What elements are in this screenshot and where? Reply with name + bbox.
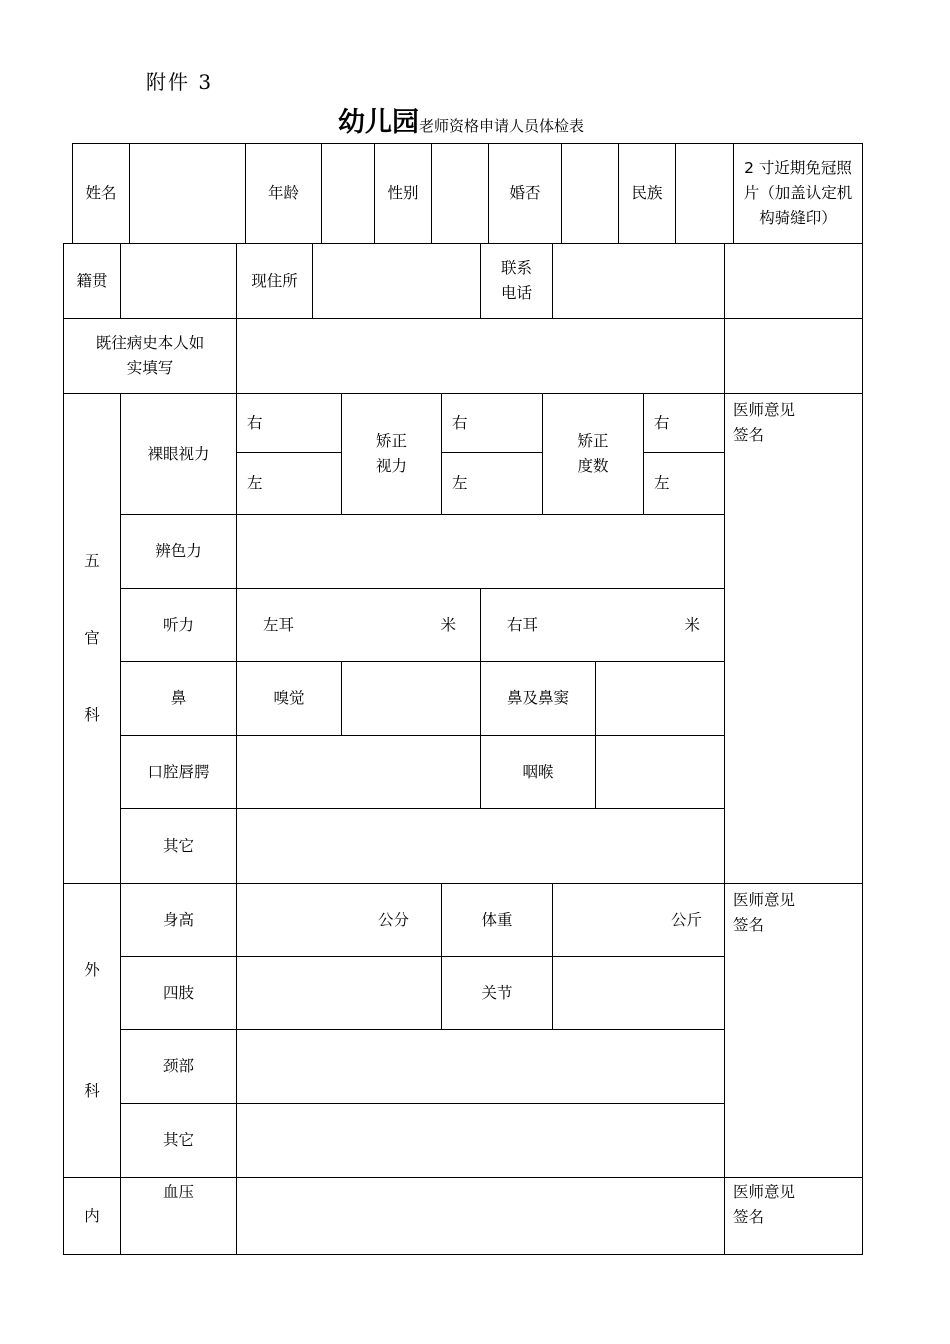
- field-weight[interactable]: [552, 883, 725, 957]
- doctor-signature-label: 签名: [733, 426, 765, 444]
- attachment-label: 附件 3: [146, 70, 214, 94]
- label-naked-vision: 裸眼视力: [120, 393, 237, 515]
- title-sub: 老师资格申请人员体检表: [419, 117, 585, 135]
- naked-vision-left[interactable]: 左: [236, 452, 342, 515]
- weight-unit: 公斤: [670, 910, 702, 929]
- neike-doctor-opinion[interactable]: [724, 1177, 863, 1255]
- field-nose-sinus[interactable]: [595, 661, 725, 736]
- label-waike-other: 其它: [120, 1103, 237, 1178]
- field-medical-history[interactable]: [236, 318, 725, 394]
- label-blood-pressure: 血压: [120, 1177, 237, 1255]
- section-neike: 内: [63, 1177, 121, 1255]
- label-gender: 性别: [374, 143, 432, 244]
- doctor-opinion-label: 医师意见: [733, 401, 796, 419]
- page-title: [338, 100, 584, 139]
- field-residence[interactable]: [312, 243, 481, 319]
- doctor-opinion-label: 医师意见: [733, 891, 796, 909]
- section-wuguan-char-2: 官: [84, 629, 100, 647]
- field-gender[interactable]: [431, 143, 489, 244]
- correction-degree-left[interactable]: 左: [643, 452, 725, 515]
- section-waike-char-1: 外: [84, 960, 100, 979]
- field-limbs[interactable]: [236, 956, 442, 1030]
- field-ethnicity[interactable]: [675, 143, 734, 244]
- field-throat[interactable]: [595, 735, 725, 809]
- field-marital[interactable]: [561, 143, 619, 244]
- field-oral[interactable]: [236, 735, 481, 809]
- field-neck[interactable]: [236, 1029, 725, 1104]
- field-smell[interactable]: [341, 661, 481, 736]
- field-name[interactable]: [129, 143, 246, 244]
- label-marital: 婚否: [488, 143, 562, 244]
- label-nose-sinus: 鼻及鼻窦: [480, 661, 596, 736]
- label-hearing: 听力: [120, 588, 237, 662]
- field-native-place[interactable]: [120, 243, 237, 319]
- label-medical-history: 既往病史本人如实填写: [63, 318, 237, 394]
- field-age[interactable]: [321, 143, 375, 244]
- label-corrected-vision: 矫正视力: [341, 393, 442, 515]
- photo-box[interactable]: 2 寸近期免冠照片（加盖认定机构骑缝印）: [733, 143, 863, 244]
- title-main: 幼儿园: [338, 107, 419, 138]
- photo-area-continued: [724, 243, 863, 319]
- doctor-signature-label: 签名: [733, 916, 765, 934]
- field-color-vision[interactable]: [236, 514, 725, 589]
- wuguan-doctor-opinion[interactable]: [724, 393, 863, 884]
- right-ear-label: 右耳: [507, 615, 539, 634]
- blank-cell: [724, 318, 863, 394]
- doctor-signature-label: 签名: [733, 1208, 765, 1226]
- field-height[interactable]: [236, 883, 442, 957]
- label-wuguan-other: 其它: [120, 808, 237, 884]
- label-neck: 颈部: [120, 1029, 237, 1104]
- label-oral: 口腔唇腭: [120, 735, 237, 809]
- label-height: 身高: [120, 883, 237, 957]
- label-throat: 咽喉: [480, 735, 596, 809]
- label-weight: 体重: [441, 883, 553, 957]
- section-wuguan-char-3: 科: [84, 706, 100, 724]
- section-waike: [63, 883, 121, 1178]
- label-age: 年龄: [245, 143, 322, 244]
- label-ethnicity: 民族: [618, 143, 676, 244]
- label-limbs: 四肢: [120, 956, 237, 1030]
- field-right-ear[interactable]: [480, 588, 725, 662]
- label-residence: 现住所: [236, 243, 313, 319]
- right-ear-unit: 米: [684, 615, 700, 634]
- field-joints[interactable]: [552, 956, 725, 1030]
- label-smell: 嗅觉: [236, 661, 342, 736]
- doctor-opinion-label: 医师意见: [733, 1183, 796, 1201]
- waike-doctor-opinion[interactable]: [724, 883, 863, 1178]
- field-waike-other[interactable]: [236, 1103, 725, 1178]
- label-color-vision: 辨色力: [120, 514, 237, 589]
- left-ear-unit: 米: [440, 615, 456, 634]
- field-wuguan-other[interactable]: [236, 808, 725, 884]
- naked-vision-right[interactable]: 右: [236, 393, 342, 453]
- height-unit: 公分: [377, 910, 409, 929]
- section-wuguan-char-1: 五: [84, 552, 100, 570]
- field-left-ear[interactable]: [236, 588, 481, 662]
- label-phone: 联系电话: [480, 243, 553, 319]
- label-joints: 关节: [441, 956, 553, 1030]
- section-wuguan: [63, 393, 121, 884]
- label-native-place: 籍贯: [63, 243, 121, 319]
- field-blood-pressure[interactable]: [236, 1177, 725, 1255]
- label-correction-degree: 矫正度数: [542, 393, 644, 515]
- left-ear-label: 左耳: [263, 615, 295, 634]
- field-phone[interactable]: [552, 243, 725, 319]
- section-waike-char-2: 科: [84, 1081, 100, 1100]
- label-nose: 鼻: [120, 661, 237, 736]
- label-name: 姓名: [72, 143, 130, 244]
- correction-degree-right[interactable]: 右: [643, 393, 725, 453]
- corrected-vision-left[interactable]: 左: [441, 452, 543, 515]
- corrected-vision-right[interactable]: 右: [441, 393, 543, 453]
